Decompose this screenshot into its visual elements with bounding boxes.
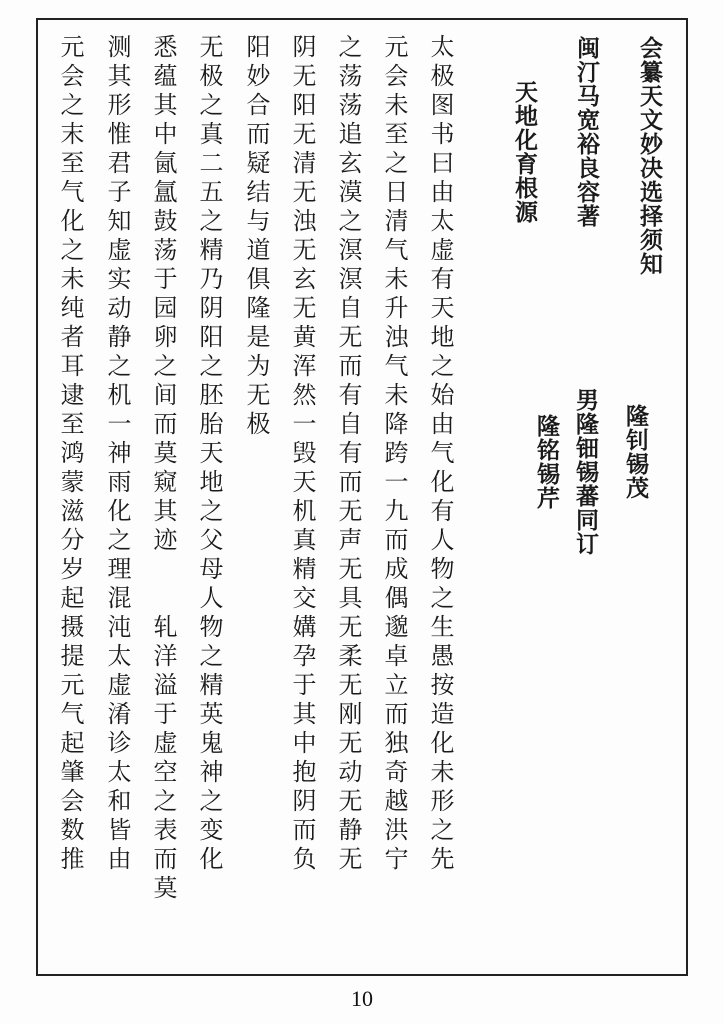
text-column-2: 元会未至之日清气未升浊气未降跨一九而成偶邈卓立而独奇越洪宁 bbox=[380, 34, 408, 875]
text-column-6: 无极之真二五之精乃阴阳之胚胎天地之父母人物之精英鬼神之变化 bbox=[195, 34, 223, 875]
editor-line-1: 隆钊锡茂 bbox=[622, 404, 648, 500]
editor-line-2: 男隆钿锡蕃同订 bbox=[572, 388, 598, 556]
section-title: 天地化育根源 bbox=[511, 80, 537, 224]
text-column-3: 之荡荡追玄漠之溟溟自无而有自有而无声无具无柔无刚无动无静无 bbox=[334, 34, 362, 875]
author-line: 闽汀马宽裕良容著 bbox=[573, 36, 599, 228]
book-title: 会纂天文妙决选择须知 bbox=[636, 36, 662, 276]
text-column-9: 元会之末至气化之未纯者耳逮至鸿蒙滋分岁起摄提元气起肇会数推 bbox=[56, 34, 84, 875]
text-column-4: 阴无阳无清无浊无玄无黄浑然一毁天机真精交媾孕于其中抱阴而负 bbox=[288, 34, 316, 875]
page-number: 10 bbox=[351, 986, 373, 1011]
text-column-8: 测其形惟君子知虚实动静之机一神雨化之理混沌太虚淆诊太和皆由 bbox=[103, 34, 131, 875]
text-column-7: 悉蕴其中氤氲鼓荡于园卵之间而莫窥其迹 轧洋溢于虚空之表而莫 bbox=[149, 34, 177, 904]
text-column-5: 阳妙合而疑结与道俱隆是为无极 bbox=[242, 34, 270, 440]
text-column-1: 太极图书曰由太虚有天地之始由气化有人物之生愚按造化未形之先 bbox=[426, 34, 454, 875]
editor-line-3: 隆铭锡芹 bbox=[533, 414, 559, 510]
